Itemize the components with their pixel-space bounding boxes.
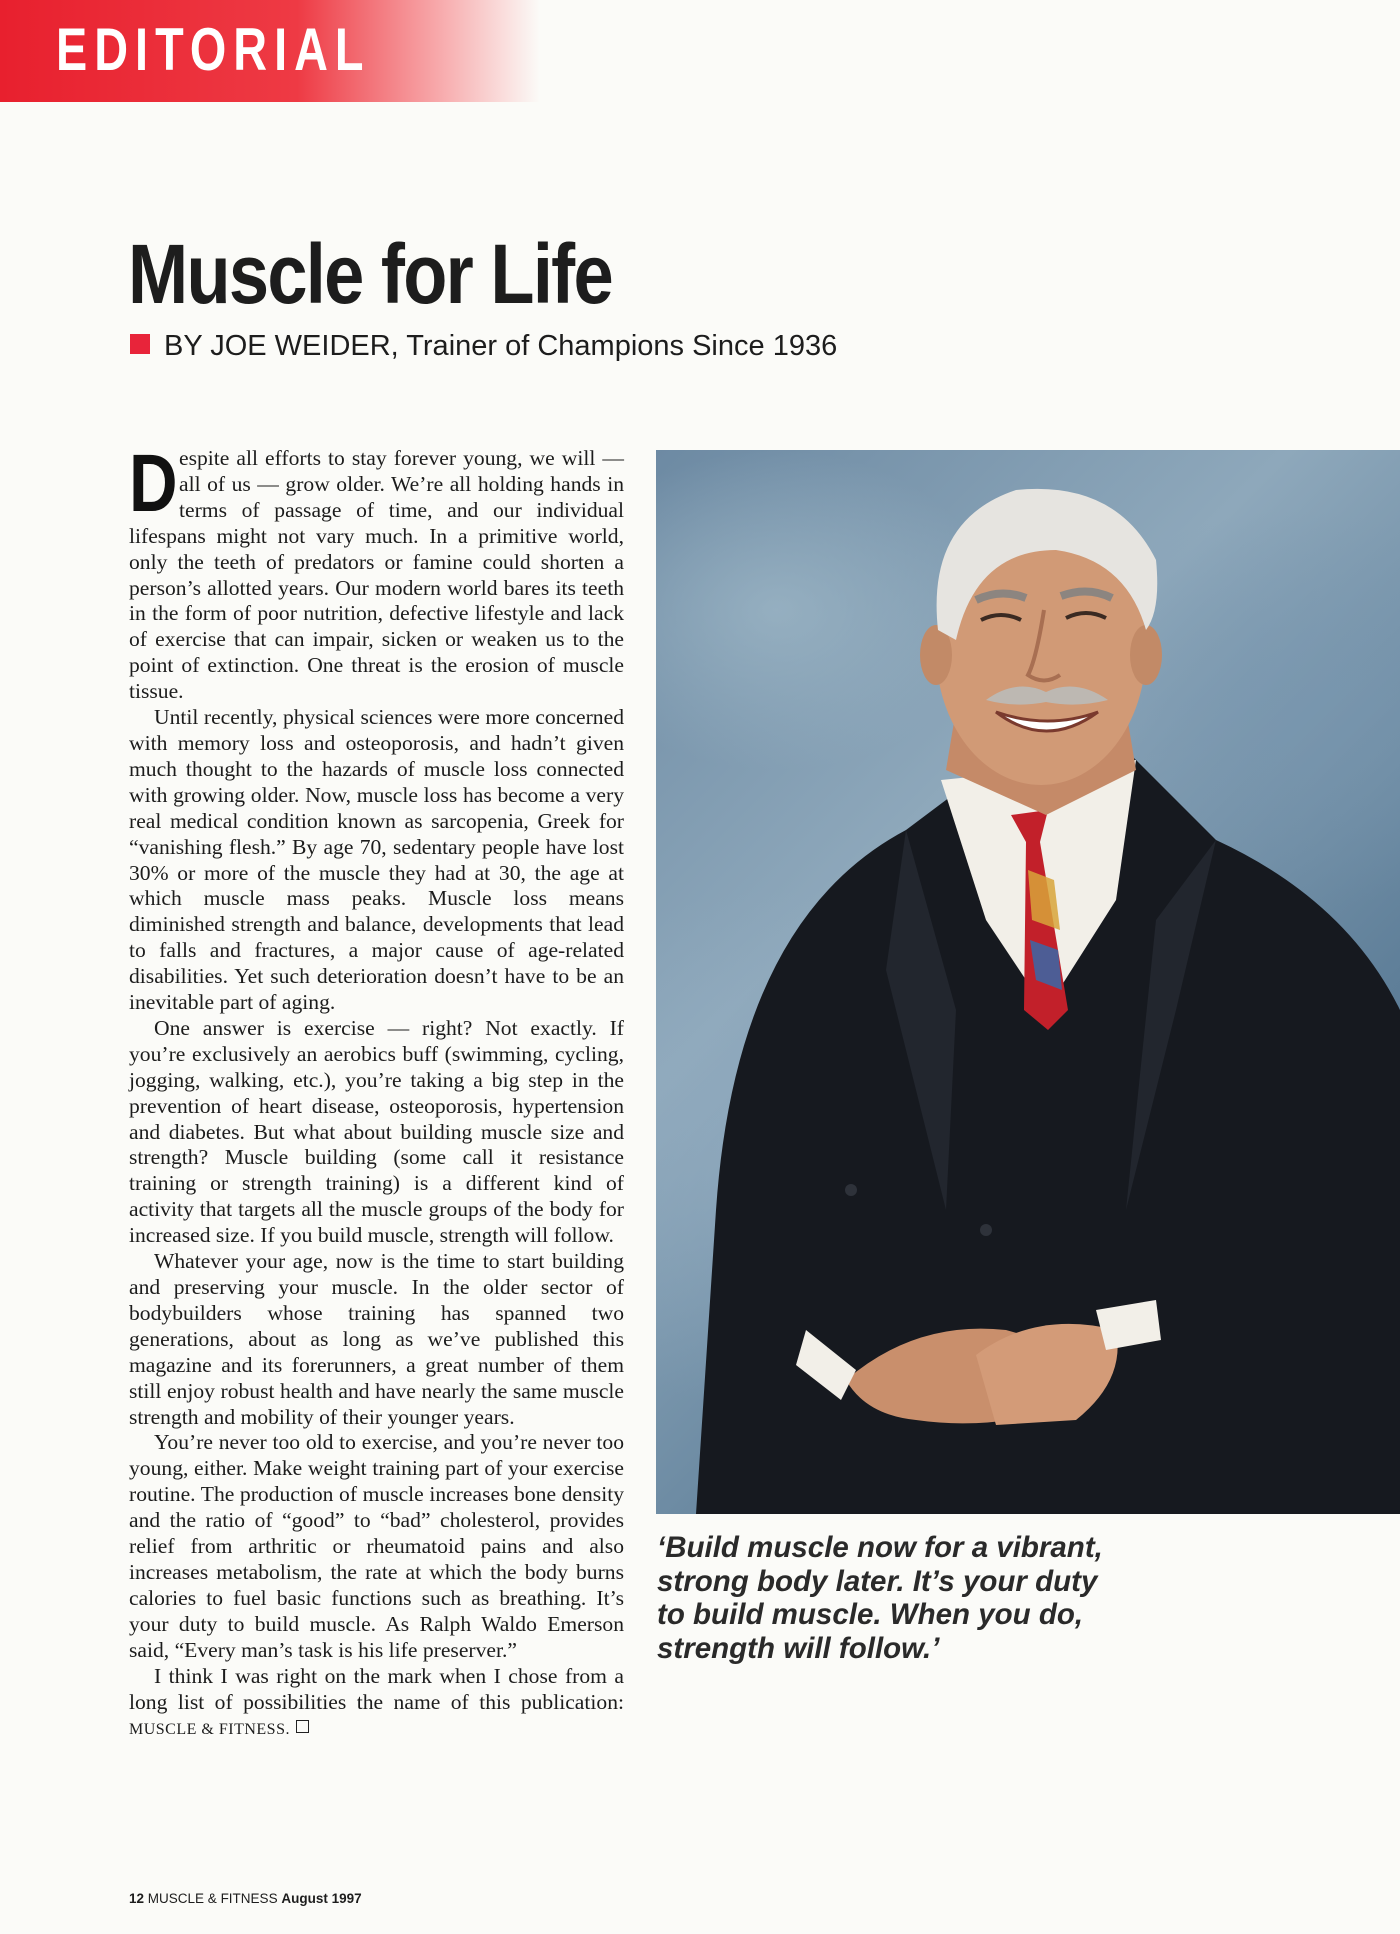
- drop-cap: D: [129, 438, 178, 529]
- paragraph-text: I think I was right on the mark when I chose from a long list of possibilities the name of this publication:: [129, 1663, 624, 1714]
- issue-date: August 1997: [281, 1891, 362, 1906]
- publication-name: MUSCLE & FITNESS.: [129, 1721, 290, 1739]
- page-footer: [129, 1891, 362, 1906]
- section-label: EDITORIAL: [56, 16, 371, 83]
- paragraph: One answer is exercise — right? Not exactly. If you’re exclusively an aerobics buff (swimming, cycling, jogging, walking, etc.), you’re taking a big step in the prevention of heart disease, osteoporosis, hypertension and diabetes. But what about building muscle size and strength? Muscle building (some call it resistance training or strength training) is a different kind of activity that targets all the muscle groups of the body for increased size. If you build muscle, strength will follow.: [129, 1015, 624, 1248]
- page-number: 12: [129, 1891, 145, 1906]
- section-banner: [0, 0, 540, 102]
- byline-text: BY JOE WEIDER, Trainer of Champions Since 1936: [164, 330, 838, 362]
- paragraph: Whatever your age, now is the time to start building and preserving your muscle. In the older sector of bodybuilders whose training has spanned two generations, about as long as we’ve published this magazine and its forerunners, a great number of them still enjoy robust health and have nearly the same muscle strength and mobility of their younger years.: [129, 1249, 624, 1429]
- end-mark-icon: [296, 1720, 309, 1733]
- magazine-name: MUSCLE & FITNESS: [147, 1891, 278, 1906]
- portrait-photo: [656, 450, 1400, 1514]
- paragraph: Until recently, physical sciences were more concerned with memory loss and osteoporosis, and hadn’t given much thought to the hazards of muscle loss connected with growing older. Now, muscle loss has become a very real medical condition known as sarcopenia, Greek for “vanishing flesh.” By age 70, sedentary people have lost 30% or more of the muscle they had at 30, the age at which muscle mass peaks. Muscle loss means diminished strength and balance, developments that lead to falls and fractures, a major cause of age-related disabilities. Yet such deterioration doesn’t have to be an inevitable part of aging.: [129, 705, 624, 1015]
- pull-quote: ‘Build muscle now for a vibrant, strong body later. It’s your duty to build muscle. When you do, strength will follow.’: [657, 1531, 1103, 1665]
- portrait-illustration: [656, 450, 1400, 1514]
- paragraph: You’re never too old to exercise, and you’re never too young, either. Make weight training part of your exercise routine. The production of muscle increases bone density and the ratio of “good” to “bad” cholesterol, provides relief from arthritic or rheumatoid pains and also increases metabolism, the rate at which the body burns calories to fuel basic functions such as breathing. It’s your duty to build muscle. As Ralph Waldo Emerson said, “Every man’s task is his life preserver.”: [129, 1430, 624, 1662]
- paragraph: [129, 438, 624, 705]
- paragraph: [129, 1664, 624, 1744]
- byline-square-icon: [130, 334, 150, 354]
- article-body: [129, 438, 624, 1743]
- article-title: Muscle for Life: [128, 227, 612, 321]
- byline: [130, 332, 837, 361]
- paragraph-text: espite all efforts to stay forever young, we will — all of us — grow older. We’re all holding hands in terms of passage of time, and our individual lifespans might not vary much. In a primitive world, only the teeth of predators or famine could shorten a person’s allotted years. Our modern world bares its teeth in the form of poor nutrition, defective lifestyle and lack of exercise that can impair, sicken or weaken us to the point of extinction. One threat is the erosion of muscle tissue.: [129, 446, 624, 704]
